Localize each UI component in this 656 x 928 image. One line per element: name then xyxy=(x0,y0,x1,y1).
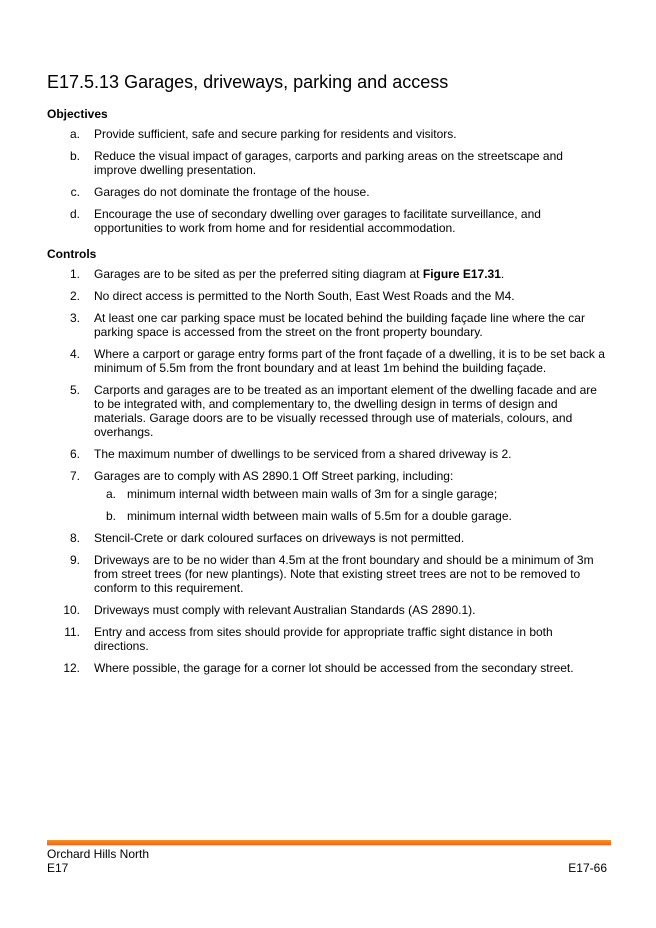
objectives-list xyxy=(47,127,607,243)
control-item xyxy=(47,383,607,439)
sub-item xyxy=(94,487,654,501)
control-item xyxy=(47,311,607,339)
control-text: At least one car parking space must be located behind the building façade line where the car parking space is accessed from the street on the front property boundary. xyxy=(94,311,585,339)
list-marker: 7. xyxy=(69,469,80,483)
sub-item-text: minimum internal width between main walls of 5.5m for a double garage. xyxy=(127,509,512,523)
list-marker: a. xyxy=(69,127,80,141)
control-item xyxy=(47,531,607,545)
control-text: Entry and access from sites should provide for appropriate traffic sight distance in both directions. xyxy=(94,625,553,653)
figure-reference: Figure E17.31 xyxy=(422,267,501,281)
control-text: Garages are to be sited as per the preferred siting diagram at xyxy=(94,267,423,281)
list-marker: b. xyxy=(105,509,116,523)
objective-item xyxy=(47,207,607,235)
control-item xyxy=(47,447,607,461)
control-item xyxy=(47,469,607,523)
list-marker: 8. xyxy=(69,531,80,545)
control-text: Carports and garages are to be treated as an important element of the dwelling facade and are to be integrated with, and complementary to, the dwelling design in terms of design and materials. Garage doors are to be visually recessed through use of materials, colours, and overhangs. xyxy=(94,383,597,439)
objective-text: Garages do not dominate the frontage of the house. xyxy=(94,185,370,199)
list-marker: 4. xyxy=(69,347,80,361)
controls-heading: Controls xyxy=(47,247,97,261)
objective-item xyxy=(47,149,607,177)
objective-item xyxy=(47,185,607,199)
list-marker: b. xyxy=(69,149,80,163)
control-text: No direct access is permitted to the North South, East West Roads and the M4. xyxy=(94,289,515,303)
list-marker: 3. xyxy=(69,311,80,325)
list-marker: 10. xyxy=(63,603,80,617)
control-text: The maximum number of dwellings to be serviced from a shared driveway is 2. xyxy=(94,447,512,461)
control-text: Where possible, the garage for a corner lot should be accessed from the secondary street. xyxy=(94,661,574,675)
objective-text: Provide sufficient, safe and secure parking for residents and visitors. xyxy=(94,127,457,141)
list-marker: 5. xyxy=(69,383,80,397)
control-item xyxy=(47,603,607,617)
page-number: E17-66 xyxy=(568,861,607,875)
list-marker: c. xyxy=(70,185,80,199)
list-marker: d. xyxy=(69,207,80,221)
sub-list xyxy=(94,487,654,523)
objective-text: Reduce the visual impact of garages, carports and parking areas on the streetscape and improve dwelling presentation. xyxy=(94,149,563,177)
list-marker: 9. xyxy=(69,553,80,567)
control-text: Garages are to comply with AS 2890.1 Off Street parking, including: xyxy=(94,469,454,483)
sub-item-text: minimum internal width between main walls of 3m for a single garage; xyxy=(127,487,498,501)
control-item xyxy=(47,625,607,653)
control-text: Driveways must comply with relevant Australian Standards (AS 2890.1). xyxy=(94,603,476,617)
control-item xyxy=(47,267,607,281)
list-marker: 11. xyxy=(64,625,80,639)
control-item xyxy=(47,347,607,375)
list-marker: 1. xyxy=(69,267,80,281)
control-text: Where a carport or garage entry forms part of the front façade of a dwelling, it is to be set back a minimum of 5.5m from the front boundary and at least 1m behind the building façade. xyxy=(94,347,605,375)
control-text: Driveways are to be no wider than 4.5m at the front boundary and should be a minimum of 3m from street trees (for new plantings). Note that existing street trees are not to be removed to conform to this requirement. xyxy=(94,553,594,595)
list-marker: 2. xyxy=(69,289,80,303)
list-marker: 12. xyxy=(63,661,80,675)
control-item xyxy=(47,289,607,303)
list-marker: a. xyxy=(105,487,116,501)
controls-list xyxy=(47,267,607,683)
sub-item xyxy=(94,509,654,523)
objective-item xyxy=(47,127,607,141)
control-item xyxy=(47,661,607,675)
list-marker: 6. xyxy=(69,447,80,461)
footer-divider xyxy=(47,840,611,845)
footer-document-title: Orchard Hills North xyxy=(47,847,150,861)
control-text-tail: . xyxy=(500,267,505,281)
footer-section: E17 xyxy=(47,861,69,875)
section-heading: E17.5.13 Garages, driveways, parking and access xyxy=(47,72,449,92)
control-item xyxy=(47,553,607,595)
objective-text: Encourage the use of secondary dwelling over garages to facilitate surveillance, and opportunities to work from home and for residential accommodation. xyxy=(94,207,541,235)
objectives-heading: Objectives xyxy=(47,107,108,121)
control-text: Stencil-Crete or dark coloured surfaces on driveways is not permitted. xyxy=(94,531,465,545)
